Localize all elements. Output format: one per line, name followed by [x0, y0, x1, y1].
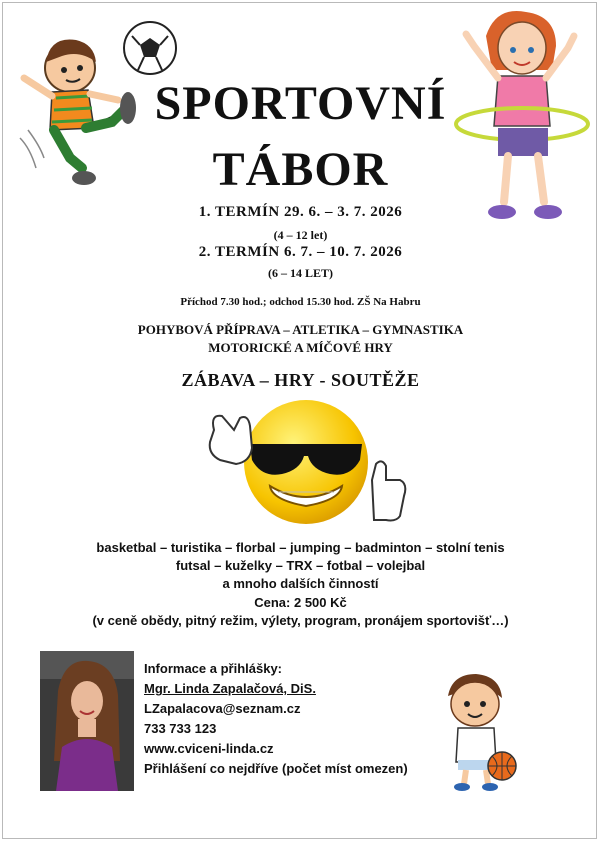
- program-line1: POHYBOVÁ PŘÍPRAVA – ATLETIKA – GYMNASTIKA: [137, 322, 464, 337]
- contact-note: Přihlášení co nejdříve (počet míst omezen): [144, 761, 408, 776]
- price: Cena: 2 500 Kč: [254, 595, 347, 610]
- term-2: 2. TERMÍN 6. 7. – 10. 7. 2026: [198, 244, 403, 260]
- term-1: 1. TERMÍN 29. 6. – 3. 7. 2026: [198, 204, 403, 220]
- arrival-info: Příchod 7.30 hod.; odchod 15.30 hod. ZŠ Na Habru: [180, 296, 421, 308]
- contact-email[interactable]: LZapalacova@seznam.cz: [144, 701, 301, 716]
- term-2-age: (6 – 14 LET): [267, 266, 333, 280]
- program-line2: MOTORICKÉ A MÍČOVÉ HRY: [208, 340, 393, 355]
- contact-heading: Informace a přihlášky:: [144, 661, 282, 676]
- activities-line2: futsal – kuželky – TRX – fotbal – volejbal: [175, 558, 426, 573]
- price-included: (v ceně obědy, pitný režim, výlety, program, pronájem sportovišť…): [92, 613, 509, 628]
- contact-name: Mgr. Linda Zapalačová, DiS.: [144, 681, 316, 696]
- sunglasses-smiley-icon: [200, 400, 410, 524]
- contact-phone: 733 733 123: [144, 721, 217, 736]
- fun-heading: ZÁBAVA – HRY - SOUTĚŽE: [181, 370, 420, 390]
- basketball-boy-illustration: [432, 672, 522, 792]
- activities-line3: a mnoho dalších činností: [222, 576, 379, 591]
- instructor-photo: [40, 651, 134, 791]
- term-1-age: (4 – 12 let): [273, 228, 328, 242]
- contact-block: [144, 659, 408, 779]
- contact-web[interactable]: www.cviceni-linda.cz: [144, 741, 274, 756]
- poster-title-line1: SPORTOVNÍ: [154, 77, 447, 130]
- poster-title-line2: TÁBOR: [212, 143, 389, 196]
- activities-line1: basketbal – turistika – florbal – jumping – badminton – stolní tenis: [96, 540, 505, 555]
